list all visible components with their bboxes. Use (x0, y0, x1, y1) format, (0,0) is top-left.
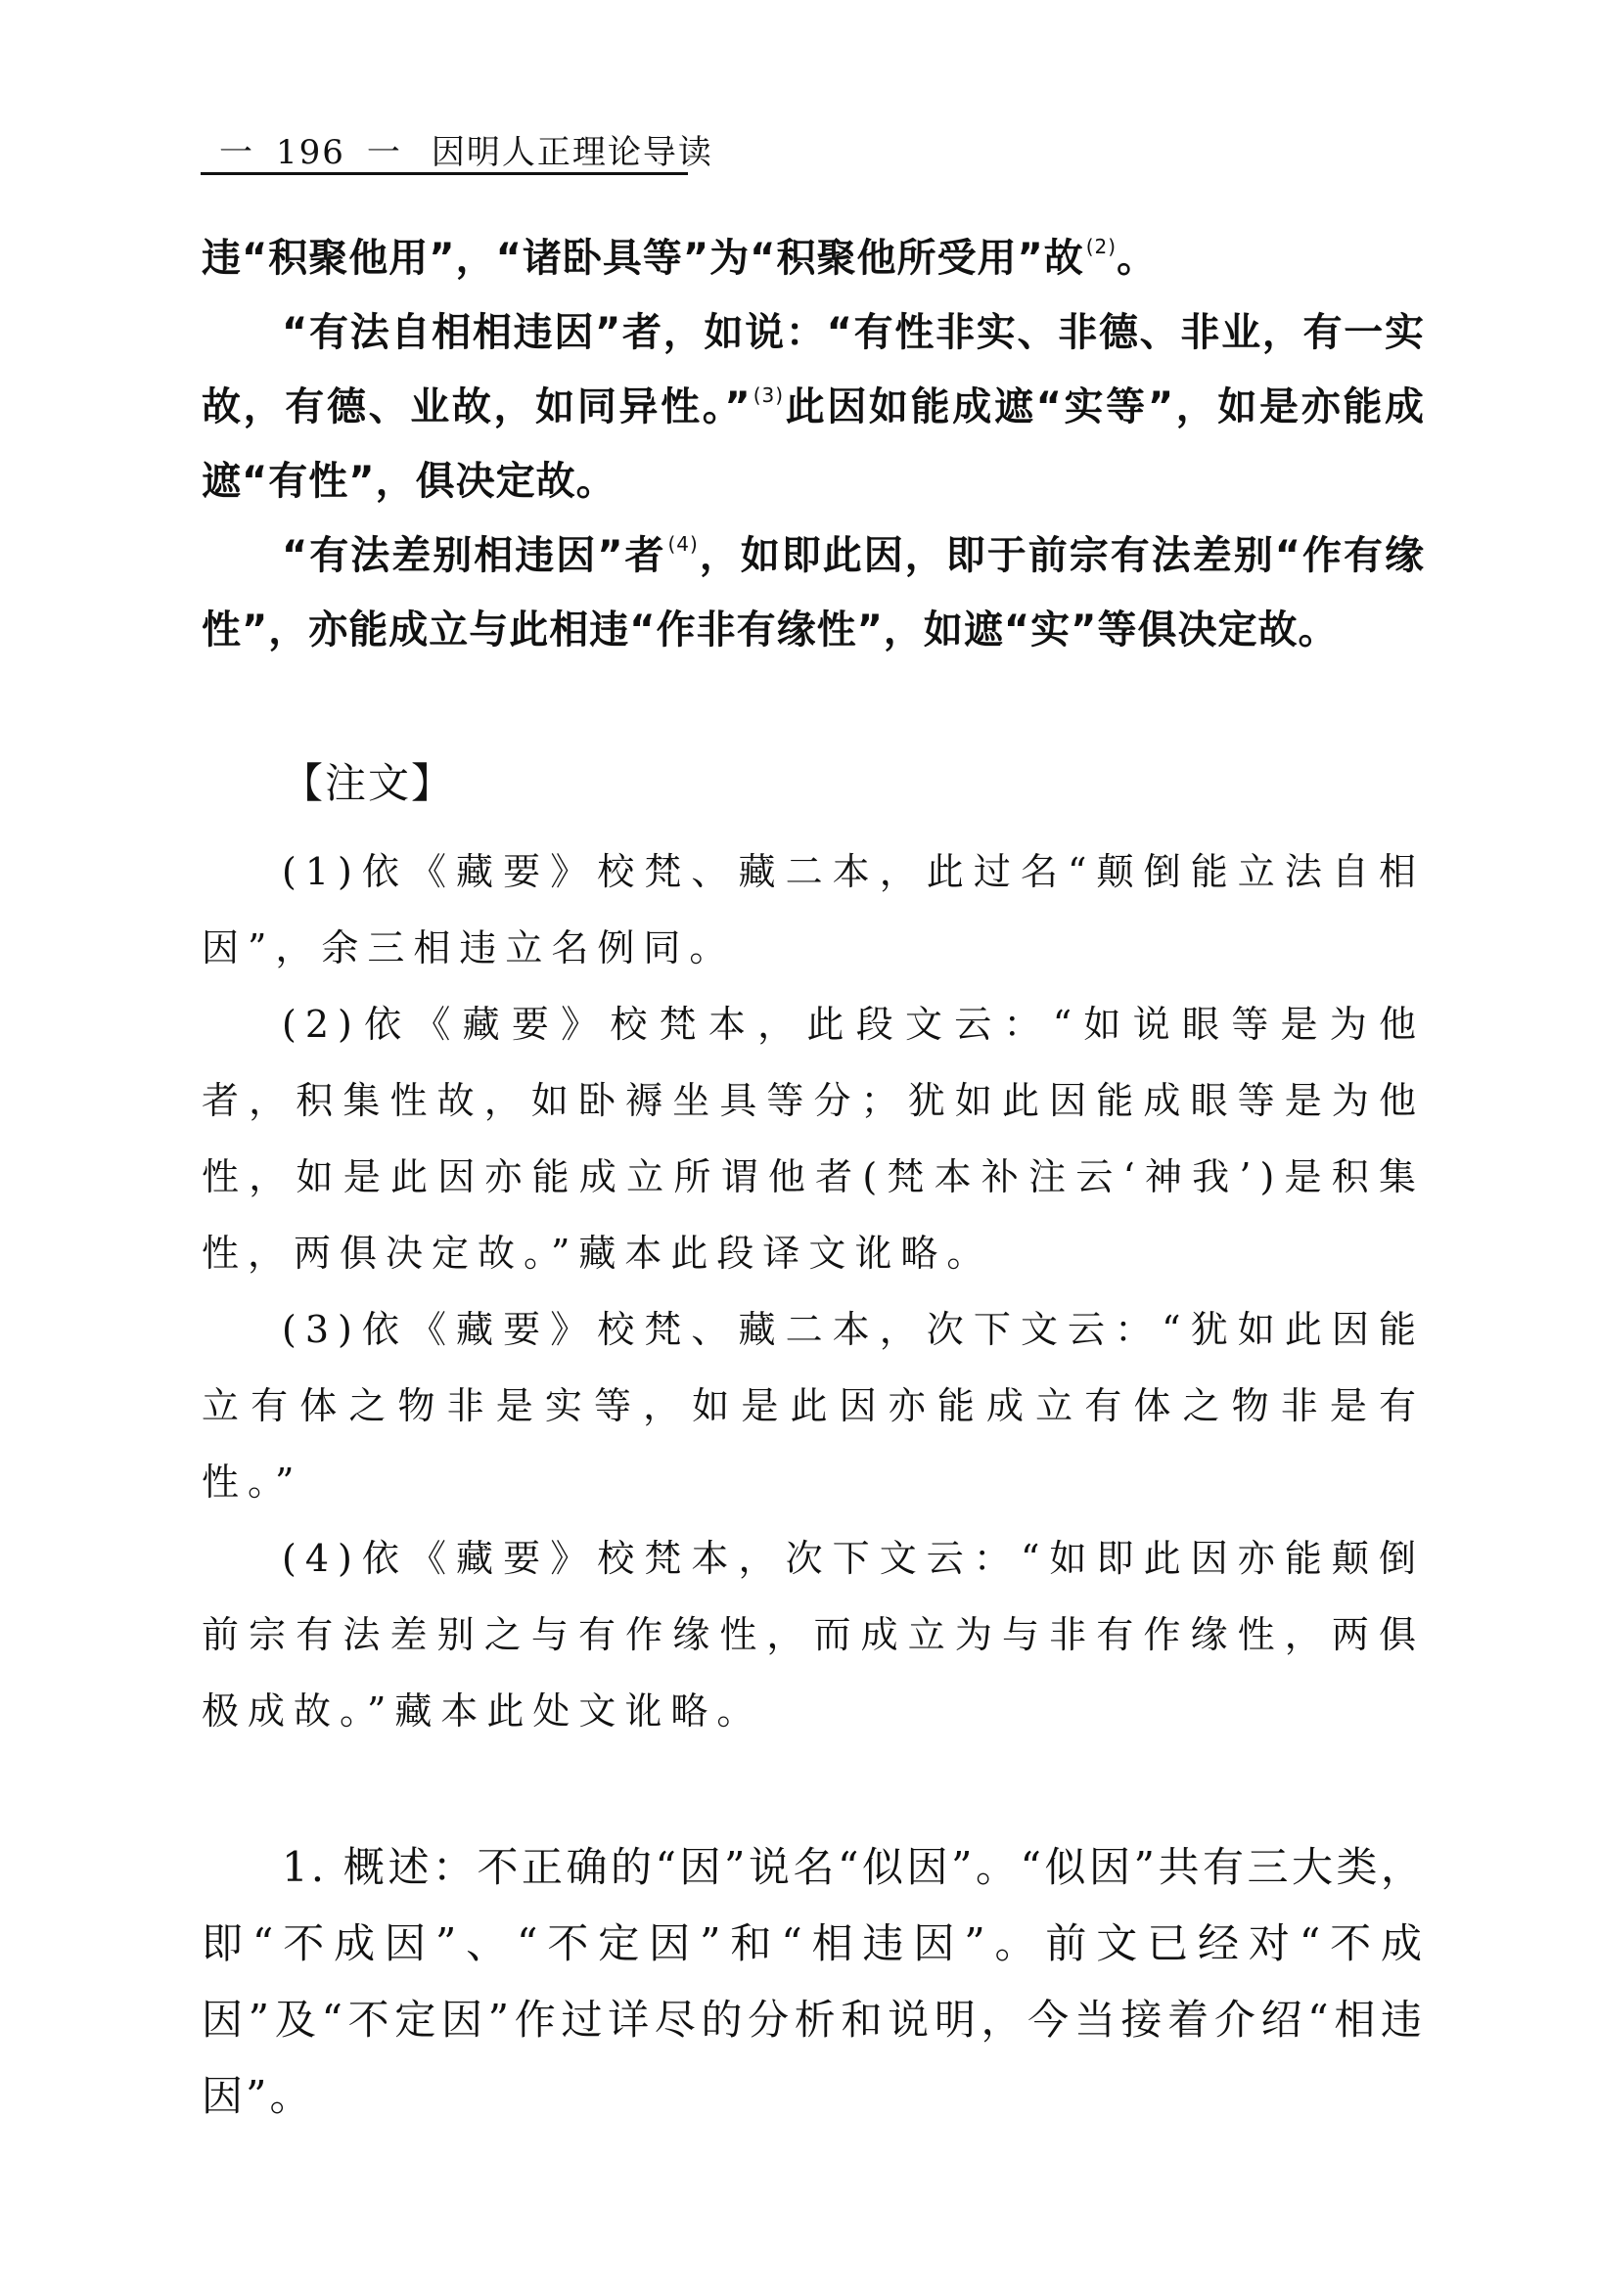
footnote-marker-3: (3) (753, 383, 785, 407)
paragraph-1 (202, 221, 1425, 295)
note-item-3: (3)依《藏要》校梵、藏二本，次下文云：“犹如此因能立有体之物非是实等，如是此因亦能成立有体之物非是有性。” (202, 1308, 1425, 1504)
header-rule (201, 172, 688, 175)
footnote-marker-2: (2) (1085, 235, 1118, 258)
paragraph-3 (202, 518, 1425, 667)
main-text (202, 221, 1425, 667)
note-item-1: (1)依《藏要》校梵、藏二本，此过名“颠倒能立法自相因”，余三相违立名例同。 (202, 850, 1425, 969)
notes-list (202, 833, 1425, 1749)
paragraph-3-text: “有法差别相违因”者 (282, 533, 666, 578)
overview-paragraph: 1. 概述：不正确的“因”说名“似因”。“似因”共有三大类，即“不成因”、“不定因”和“相违因”。前文已经对“不成因”及“不定因”作过详尽的分析和说明，今当接着介绍“相违因”。 (202, 1843, 1425, 2120)
book-title: 因明人正理论导读 (431, 133, 713, 172)
page-number: 196 (276, 133, 345, 172)
footnote-marker-4: (4) (667, 532, 699, 556)
notes-heading: 【注文】 (282, 759, 455, 807)
paragraph-3-end: ，如即此因，即于前宗有法差别“作有缘性”，亦能成立与此相违“作非有缘性”，如遮“实”等俱决定故。 (202, 533, 1425, 653)
paragraph-1-end: 。 (1117, 236, 1158, 281)
paragraph-2-end: 此因如能成遮“实等”，如是亦能成遮“有性”，俱决定故。 (202, 384, 1426, 504)
overview-section (202, 1829, 1425, 2135)
running-head (205, 125, 713, 173)
header-dash-left: 一 (219, 133, 254, 172)
header-dash-right: 一 (366, 133, 402, 172)
paragraph-2 (202, 295, 1425, 518)
note-item-2: (2)依《藏要》校梵本，此段文云：“如说眼等是为他者，积集性故，如卧褥坐具等分；犹如此因能成眼等是为他性，如是此因亦能成立所谓他者(梵本补注云‘神我’)是积集性，两俱决定故。”藏本此段译文讹略。 (202, 1003, 1425, 1275)
paragraph-2-text: “有法自相相违因”者，如说：“有性非实、非德、非业，有一实故，有德、业故，如同异性。” (202, 310, 1425, 429)
paragraph-1-text: 违“积聚他用”，“诸卧具等”为“积聚他所受用”故 (202, 236, 1084, 281)
note-item-4: (4)依《藏要》校梵本，次下文云：“如即此因亦能颠倒前宗有法差别之与有作缘性，而成立为与非有作缘性，两俱极成故。”藏本此处文讹略。 (202, 1537, 1425, 1733)
